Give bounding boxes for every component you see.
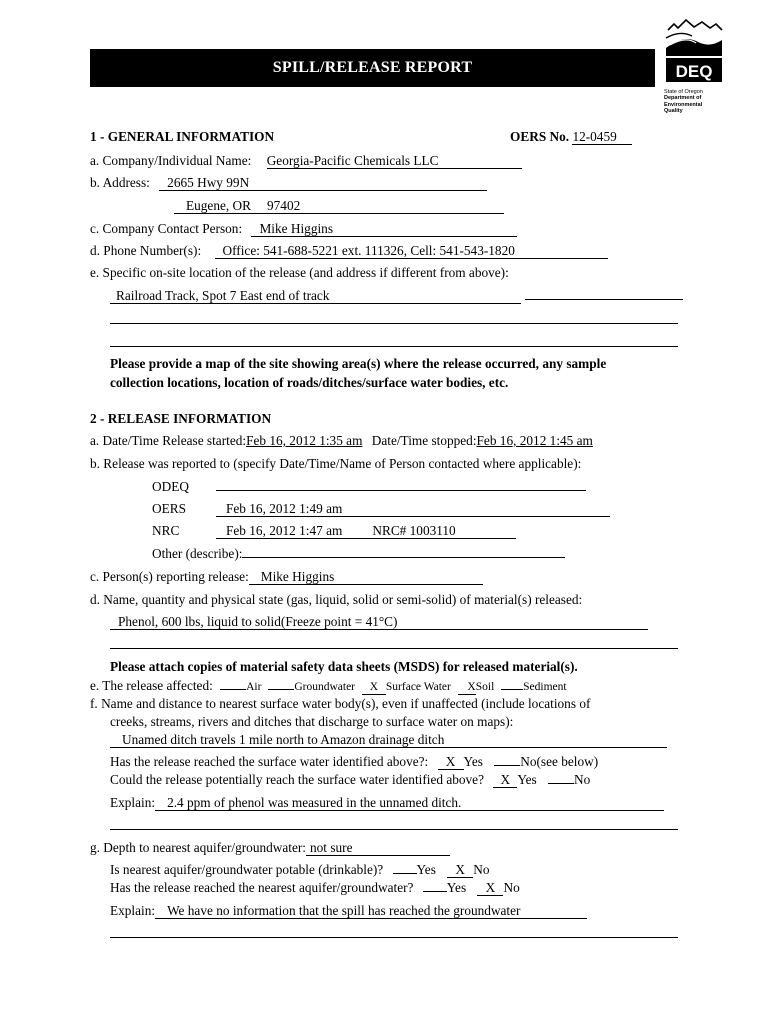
company-name-value: Georgia-Pacific Chemicals LLC <box>267 154 522 169</box>
water-value: Unamed ditch travels 1 mile north to Amazon drainage ditch <box>110 733 667 748</box>
depth-row: g. Depth to nearest aquifer/groundwater: not sure <box>90 839 450 856</box>
explain2-value: We have no information that the spill has reached the groundwater <box>155 904 587 919</box>
address-city: Eugene, OR 97402 <box>174 199 504 214</box>
explain-row: Explain: 2.4 ppm of phenol was measured in the unnamed ditch. <box>110 794 664 811</box>
nrc-report-value: Feb 16, 2012 1:47 am NRC# 1003110 <box>216 524 516 539</box>
explain2-row: Explain: We have no information that the spill has reached the groundwater <box>110 902 587 919</box>
water-row <box>110 731 667 748</box>
odeq-row: ODEQ <box>152 478 586 495</box>
affected-row: e. The release affected: Air Groundwater X Surface Water XSoil Sediment <box>90 678 567 693</box>
release-stopped-value: Feb 16, 2012 1:45 am <box>476 433 593 448</box>
map-note-line1: Please provide a map of the site showing area(s) where the release occurred, any sample <box>110 356 607 371</box>
water-label-line2: creeks, streams, rivers and ditches that discharge to surface water on maps): <box>110 714 514 729</box>
contact-row: c. Company Contact Person: Mike Higgins <box>90 220 517 237</box>
address-line1: 2665 Hwy 99N <box>159 176 487 191</box>
location-extra-line-1 <box>110 323 678 324</box>
location-row <box>110 287 683 304</box>
release-dates-row: a. Date/Time Release started:Feb 16, 2012 1:35 am Date/Time stopped:Feb 16, 2012 1:45 am <box>90 433 593 448</box>
map-note-line2: collection locations, location of roads/ditches/surface water bodies, etc. <box>110 375 509 390</box>
contact-value: Mike Higgins <box>251 222 517 237</box>
depth-value: not sure <box>306 841 450 856</box>
deq-logo-icon <box>664 18 724 88</box>
section2-heading: 2 - RELEASE INFORMATION <box>90 411 272 426</box>
oers-report-value: Feb 16, 2012 1:49 am <box>216 502 610 517</box>
other-row: Other (describe): <box>152 545 565 562</box>
phone-row: d. Phone Number(s): Office: 541-688-5221 ext. 111326, Cell: 541-543-1820 <box>90 242 608 259</box>
person-reporting-value: Mike Higgins <box>249 570 483 585</box>
deq-logo <box>664 18 724 122</box>
material-extra-line <box>110 648 678 649</box>
reached-surface-row: Has the release reached the surface water identified above?: X Yes No(see below) <box>110 754 599 769</box>
address-row: b. Address: 2665 Hwy 99N <box>90 174 487 191</box>
address-city-row <box>174 197 504 214</box>
location-extra-line-2 <box>110 346 678 347</box>
nrc-row: NRC Feb 16, 2012 1:47 am NRC# 1003110 <box>152 522 516 539</box>
explain2-extra-line <box>110 937 678 938</box>
deq-logo-caption: State of Oregon Department of Environmental Quality <box>664 89 703 115</box>
location-label: e. Specific on-site location of the release (and address if different from above): <box>90 265 509 280</box>
svg-text:DEQ: DEQ <box>675 62 713 81</box>
material-label: d. Name, quantity and physical state (gas, liquid, solid or semi-solid) of material(s) released: <box>90 592 583 607</box>
reported-to-label: b. Release was reported to (specify Date/Time/Name of Person contacted where applicable): <box>90 456 582 471</box>
oers-number: OERS No. 12-0459 <box>510 128 632 145</box>
explain-value: 2.4 ppm of phenol was measured in the unnamed ditch. <box>155 796 664 811</box>
phone-value: Office: 541-688-5221 ext. 111326, Cell: 541-543-1820 <box>215 244 608 259</box>
explain-extra-line <box>110 829 678 830</box>
msds-note: Please attach copies of material safety data sheets (MSDS) for released material(s). <box>110 659 578 674</box>
release-started-value: Feb 16, 2012 1:35 am <box>246 433 363 448</box>
oers-row: OERS Feb 16, 2012 1:49 am <box>152 500 610 517</box>
person-reporting-row: c. Person(s) reporting release: Mike Higgins <box>90 568 483 585</box>
section1-heading: 1 - GENERAL INFORMATION <box>90 129 275 144</box>
water-label-line1: f. Name and distance to nearest surface water body(s), even if unaffected (include locations of <box>90 696 591 711</box>
gw-reached-row: Has the release reached the nearest aquifer/groundwater? Yes X No <box>110 880 520 895</box>
material-value: Phenol, 600 lbs, liquid to solid(Freeze point = 41°C) <box>110 615 648 630</box>
company-name-row: a. Company/Individual Name: Georgia-Pacific Chemicals LLC <box>90 152 522 169</box>
material-row <box>110 613 648 630</box>
location-value: Railroad Track, Spot 7 East end of track <box>110 289 521 304</box>
could-reach-row: Could the release potentially reach the surface water identified above? X Yes No <box>110 772 591 787</box>
potable-row: Is nearest aquifer/groundwater potable (drinkable)? Yes X No <box>110 862 490 877</box>
report-title: SPILL/RELEASE REPORT <box>90 49 655 87</box>
